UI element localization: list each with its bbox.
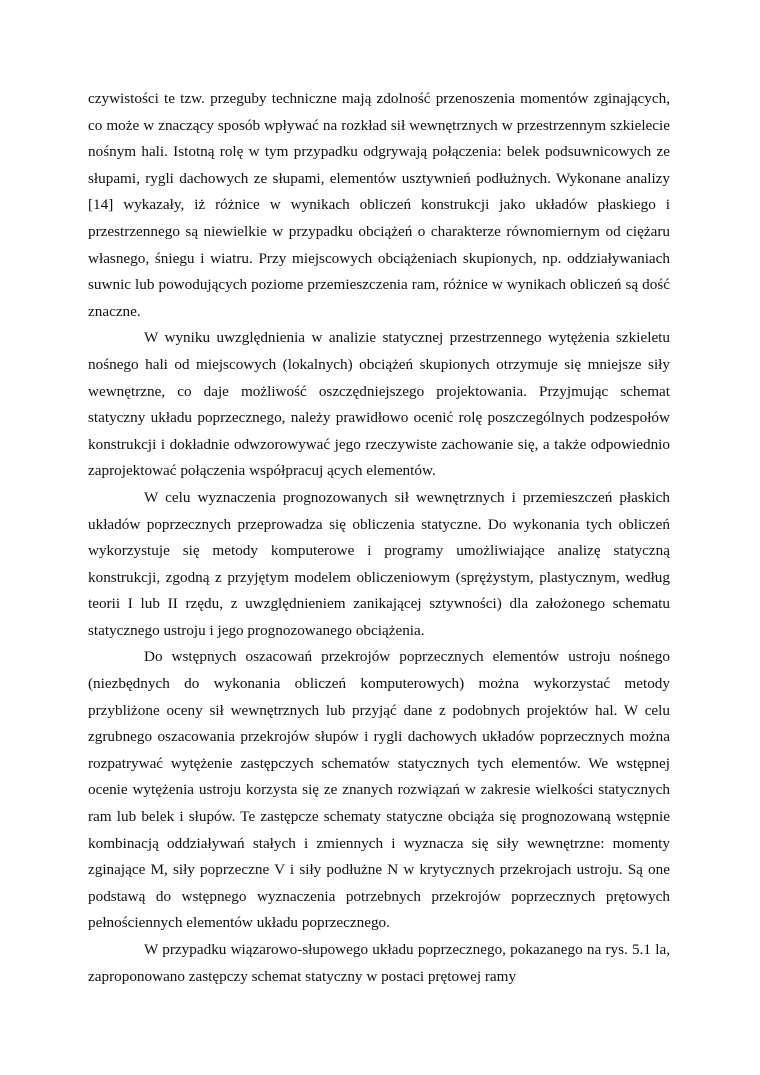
paragraph-5: W przypadku wiązarowo-słupowego układu poprzecznego, pokazanego na rys. 5.1 la, zaproponowano zastępczy schemat statyczny w postaci prętowej ramy <box>88 941 670 985</box>
document-page <box>88 86 670 990</box>
paragraph-2: W wyniku uwzględnienia w analizie statycznej przestrzennego wytężenia szkieletu nośnego hali od miejscowych (lokalnych) obciążeń skupionych otrzymuje się mniejsze siły wewnętrzne, co daje możliwość oszczędniejszego projektowania. Przyjmując schemat statyczny układu poprzecznego, należy prawidłowo ocenić rolę poszczególnych podzespołów konstrukcji i dokładnie odwzorowywać jego rzeczywiste zachowanie się, a także odpowiednio zaprojektować połączenia współpracuj ących elementów. <box>88 329 670 480</box>
paragraph-3: W celu wyznaczenia prognozowanych sił wewnętrznych i przemieszczeń płaskich układów poprzecznych przeprowadza się obliczenia statyczne. Do wykonania tych obliczeń wykorzystuje się metody komputerowe i programy umożliwiające analizę statyczną konstrukcji, zgodną z przyjętym modelem obliczeniowym (sprężystym, plastycznym, według teorii I lub II rzędu, z uwzględnieniem zanikającej sztywności) dla założonego schematu statycznego ustroju i jego prognozowanego obciążenia. <box>88 488 670 639</box>
paragraph-4: Do wstępnych oszacowań przekrojów poprzecznych elementów ustroju nośnego (niezbędnych do wykonania obliczeń komputerowych) można wykorzystać metody przybliżone oceny sił wewnętrznych lub przyjąć dane z podobnych projektów hal. W celu zgrubnego oszacowania przekrojów słupów i rygli dachowych układów poprzecznych można rozpatrywać wytężenie zastępczych schematów statycznych tych elementów. We wstępnej ocenie wytężenia ustroju korzysta się ze znanych rozwiązań w zakresie wielkości statycznych ram lub belek i słupów. Te zastępcze schematy statyczne obciąża się prognozowaną wstępnie kombinacją oddziaływań stałych i zmiennych i wyznacza się siły wewnętrzne: momenty zginające M, siły poprzeczne V i siły podłużne N w krytycznych przekrojach ustroju. Są one podstawą do wstępnego wyznaczenia potrzebnych przekrojów poprzecznych prętowych pełnościennych elementów układu poprzecznego. <box>88 648 670 932</box>
paragraph-1: czywistości te tzw. przeguby techniczne mają zdolność przenoszenia momentów zginających, co może w znaczący sposób wpływać na rozkład sił wewnętrznych w przestrzennym szkielecie nośnym hali. Istotną rolę w tym przypadku odgrywają połączenia: belek podsuwnicowych ze słupami, rygli dachowych ze słupami, elementów usztywnień podłużnych. Wykonane analizy [14] wykazały, iż różnice w wynikach obliczeń konstrukcji jako układów płaskiego i przestrzennego są niewielkie w przypadku obciążeń o charakterze równomiernym od ciężaru własnego, śniegu i wiatru. Przy miejscowych obciążeniach skupionych, np. oddziaływaniach suwnic lub powodujących poziome przemieszczenia ram, różnice w wynikach obliczeń są dość znaczne. <box>88 90 670 320</box>
